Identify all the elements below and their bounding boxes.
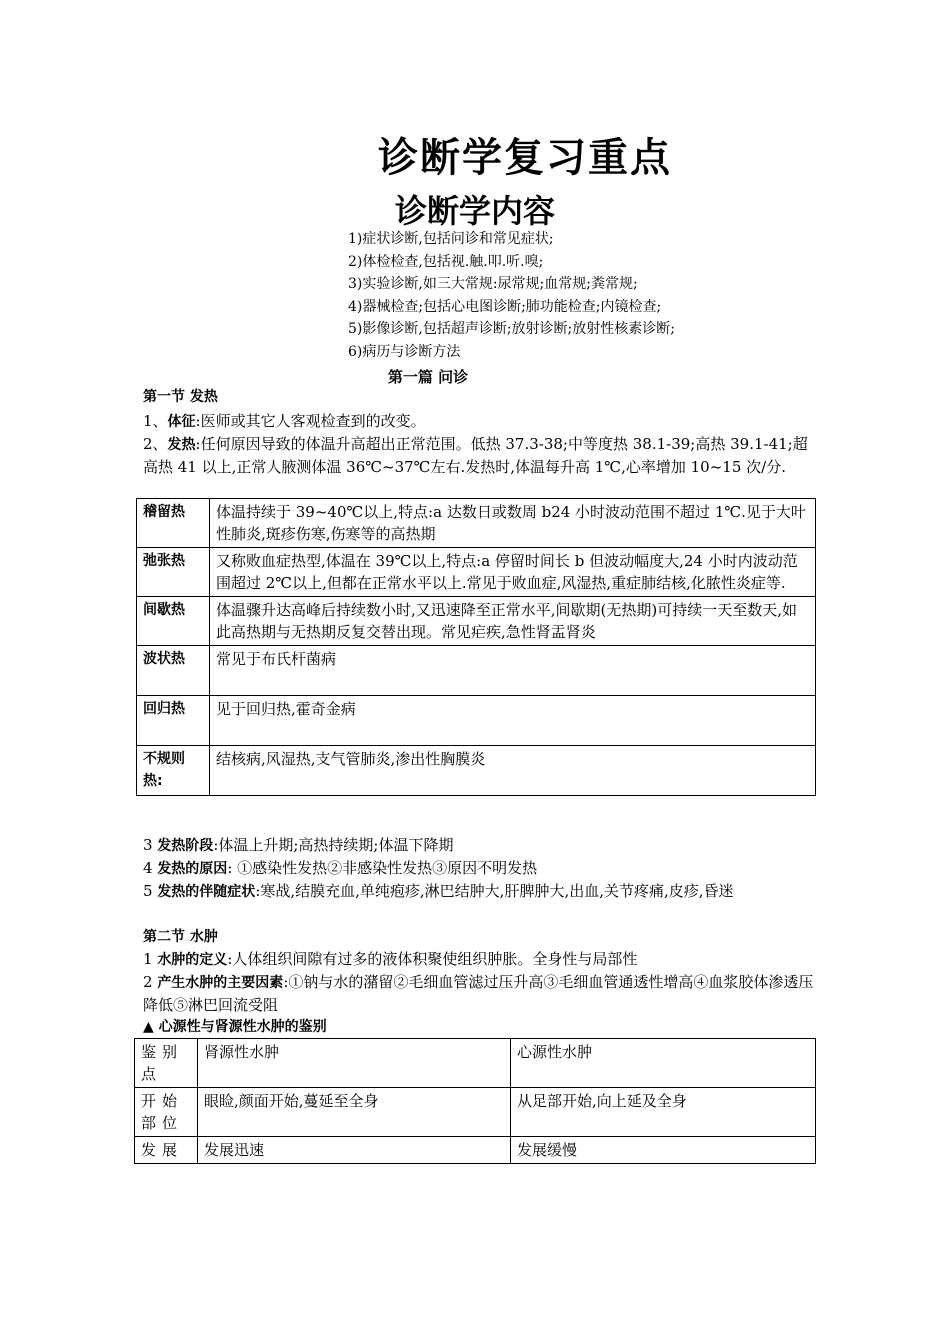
section1-heading: 第一节 发热 bbox=[143, 389, 218, 405]
table-row: 开始部位 眼睑,颜面开始,蔓延至全身 从足部开始,向上延及全身 bbox=[135, 1088, 816, 1137]
part-title: 第一篇 问诊 bbox=[387, 368, 469, 386]
list-item: 6)病历与诊断方法 bbox=[348, 343, 461, 360]
table-row: 波状热 常见于布氏杆菌病 bbox=[137, 646, 816, 696]
paragraph: 4 发热的原因: ①感染性发热②非感染性发热③原因不明发热 bbox=[143, 859, 538, 877]
paragraph: 2、发热:任何原因导致的体温升高超出正常范围。低热 37.3-38;中等度热 38.1-39;高热 39.1-41;超高热 41 以上,正常人腋测体温 36℃~37℃左右.发热时,体温每升高 1℃,心率增加 10~15 次/分. bbox=[143, 435, 808, 476]
table-row: 弛张热 又称败血症热型,体温在 39℃以上,特点:a 停留时间长 b 但波动幅度大,24 小时内波动范围超过 2℃以上,但都在正常水平以上.常见于败血症,风湿热,重症肺结核,化脓性炎症等. bbox=[137, 548, 816, 597]
table-row: 间歇热 体温骤升达高峰后持续数小时,又迅速降至正常水平,间歇期(无热期)可持续一天至数天,如此高热期与无热期反复交替出现。常见疟疾,急性肾盂肾炎 bbox=[137, 597, 816, 646]
section2-heading: 第二节 水肿 bbox=[143, 929, 218, 945]
document-title: 诊断学复习重点 bbox=[378, 135, 672, 181]
table-row: 发展 发展迅速 发展缓慢 bbox=[135, 1137, 816, 1164]
table-row: 不规则热: 结核病,风湿热,支气管肺炎,渗出性胸膜炎 bbox=[137, 746, 816, 796]
table-row: 回归热 见于回归热,霍奇金病 bbox=[137, 696, 816, 746]
list-item: 5)影像诊断,包括超声诊断;放射诊断;放射性核素诊断; bbox=[348, 321, 675, 337]
paragraph: 2 产生水肿的主要因素:①钠与水的潴留②毛细血管滤过压升高③毛细血管通透性增高④血浆胶体渗透压降低⑤淋巴回流受阻 bbox=[143, 973, 814, 1014]
fever-type-table bbox=[136, 498, 816, 796]
contents-list bbox=[348, 228, 675, 363]
paragraph: 5 发热的伴随症状:寒战,结膜充血,单纯疱疹,淋巴结肿大,肝脾肿大,出血,关节疼痛,皮疹,昏迷 bbox=[143, 882, 734, 900]
paragraph: 1、体征:医师或其它人客观检查到的改变。 bbox=[143, 412, 426, 430]
edema-comparison-table bbox=[134, 1038, 816, 1164]
list-item: 3)实验诊断,如三大常规:尿常规;血常规;粪常规; bbox=[348, 276, 638, 292]
table-title: ▲ 心源性与肾源性水肿的鉴别 bbox=[143, 1019, 327, 1035]
table-row: 鉴别点 肾源性水肿 心源性水肿 bbox=[135, 1039, 816, 1088]
paragraph: 3 发热阶段:体温上升期;高热持续期;体温下降期 bbox=[143, 836, 454, 854]
paragraph: 1 水肿的定义:人体组织间隙有过多的液体积聚使组织肿胀。全身性与局部性 bbox=[143, 950, 638, 968]
document-subtitle: 诊断学内容 bbox=[394, 192, 555, 230]
table-row: 稽留热 体温持续于 39~40℃以上,特点:a 达数日或数周 b24 小时波动范围不超过 1℃.见于大叶性肺炎,斑疹伤寒,伤寒等的高热期 bbox=[137, 499, 816, 548]
list-item: 2)体检检查,包括视.触.叩.听.嗅; bbox=[348, 253, 544, 270]
list-item: 1)症状诊断,包括问诊和常见症状; bbox=[348, 231, 554, 247]
list-item: 4)器械检查;包括心电图诊断;肺功能检查;内镜检查; bbox=[348, 298, 662, 315]
